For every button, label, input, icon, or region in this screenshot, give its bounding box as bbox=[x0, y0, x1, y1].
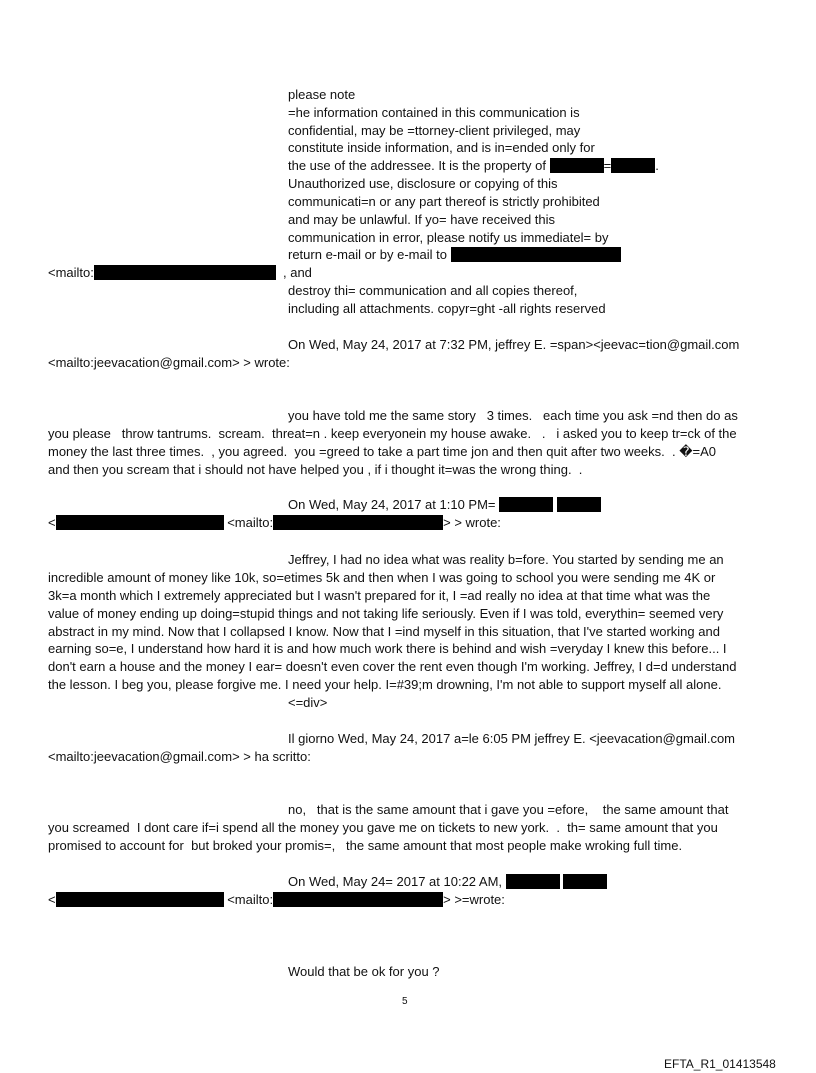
redaction-box bbox=[273, 892, 443, 907]
disclaimer-line: confidential, may be =ttorney-client privileged, may bbox=[288, 123, 581, 138]
email-header: <mailto:jeevacation@gmail.com> > ha scritto: bbox=[48, 749, 311, 764]
disclaimer-line: including all attachments. copyr=ght -all rights reserved bbox=[288, 301, 606, 316]
disclaimer-line: communicati=n or any part thereof is strictly prohibited bbox=[288, 194, 600, 209]
redaction-box bbox=[273, 515, 443, 530]
email-header: < <mailto: > > wrote: bbox=[48, 515, 501, 530]
disclaimer-line: =he information contained in this communication is bbox=[288, 105, 580, 120]
disclaimer-line: destroy thi= communication and all copies thereof, bbox=[288, 283, 578, 298]
redaction-box bbox=[94, 265, 276, 280]
redaction-box bbox=[499, 497, 553, 512]
email-body-line: you screamed I dont care if=i spend all the money you gave me on tickets to new york. . th= same amount that you bbox=[48, 820, 718, 835]
email-body-line: 3k=a month which I extremely appreciated but I wasn't prepared for it, I =ad really no idea at that time what was the bbox=[48, 588, 711, 603]
email-body-line: value of money ending up doing=stupid things and not taking life seriously. Even if I was told, everythin= seemed very bbox=[48, 606, 724, 621]
document-id: EFTA_R1_01413548 bbox=[664, 1057, 776, 1071]
redaction-box bbox=[550, 158, 604, 173]
disclaimer-line: , and bbox=[283, 265, 312, 280]
page-number: 5 bbox=[402, 996, 408, 1007]
email-header: On Wed, May 24, 2017 at 1:10 PM= bbox=[288, 496, 601, 513]
disclaimer-line: constitute inside information, and is in=ended only for bbox=[288, 140, 595, 155]
redaction-box bbox=[506, 874, 560, 889]
email-header: <mailto:jeevacation@gmail.com> > wrote: bbox=[48, 355, 290, 370]
email-body-line: don't earn a house and the money I ear= doesn't even cover the rent even though I'm working. Jeffrey, I d=d understand bbox=[48, 659, 737, 674]
disclaimer-line: the use of the addressee. It is the property of = . bbox=[288, 158, 659, 173]
disclaimer-line: and may be unlawful. If yo= have received this bbox=[288, 212, 556, 227]
email-header: < <mailto: > >=wrote: bbox=[48, 892, 505, 907]
email-body-line: Would that be ok for you ? bbox=[288, 964, 440, 979]
email-header: On Wed, May 24= 2017 at 10:22 AM, bbox=[288, 873, 607, 890]
disclaimer-mailto: <mailto: bbox=[48, 264, 276, 281]
redaction-box bbox=[557, 497, 601, 512]
email-body-line: the lesson. I beg you, please forgive me. I need your help. I=#39;m drowning, I'm not able to support myself all alone. bbox=[48, 677, 722, 692]
email-body-line: and then you scream that i should not have helped you , if i thought it=was the wrong thing. . bbox=[48, 462, 583, 477]
email-body-line: earning so=e, I understand how hard it is and how much work there is behind and wish =veryday I knew this before... I bbox=[48, 641, 727, 656]
disclaimer-line: return e-mail or by e-mail to bbox=[288, 246, 621, 263]
redaction-box bbox=[563, 874, 607, 889]
email-body-line: Jeffrey, I had no idea what was reality b=fore. You started by sending me an bbox=[288, 552, 724, 567]
disclaimer-line: Unauthorized use, disclosure or copying of this bbox=[288, 176, 558, 191]
redaction-box bbox=[56, 892, 224, 907]
email-body-line: promised to account for but broked your promis=, the same amount that most people make wroking full time. bbox=[48, 838, 683, 853]
email-body-line: you please throw tantrums. scream. threat=n . keep everyonein my house awake. . i asked you to keep tr=ck of the bbox=[48, 426, 737, 441]
email-header: On Wed, May 24, 2017 at 7:32 PM, jeffrey E. =span><jeevac=tion@gmail.com bbox=[288, 337, 740, 352]
redaction-box bbox=[56, 515, 224, 530]
disclaimer-line: communication in error, please notify us immediatel= by bbox=[288, 230, 609, 245]
email-body-line: incredible amount of money like 10k, so=etimes 5k and then when I was going to school you were sending me 4K or bbox=[48, 570, 716, 585]
email-body-line: abstract in my mind. Now that I collapsed I know. Now that I =ind myself in this situation, that I've started working and bbox=[48, 624, 720, 639]
disclaimer-line: please note bbox=[288, 87, 356, 102]
email-body-line: you have told me the same story 3 times. each time you ask =nd then do as bbox=[288, 408, 738, 423]
redaction-box bbox=[611, 158, 655, 173]
email-body-line: <=div> bbox=[288, 695, 328, 710]
redaction-box bbox=[451, 247, 621, 262]
email-header: Il giorno Wed, May 24, 2017 a=le 6:05 PM jeffrey E. <jeevacation@gmail.com bbox=[288, 731, 736, 746]
email-body-line: money the last three times. , you agreed. you =greed to take a part time jon and then quit after two weeks. . �=A0 bbox=[48, 444, 717, 459]
email-body-line: no, that is the same amount that i gave you =efore, the same amount that bbox=[288, 802, 729, 817]
